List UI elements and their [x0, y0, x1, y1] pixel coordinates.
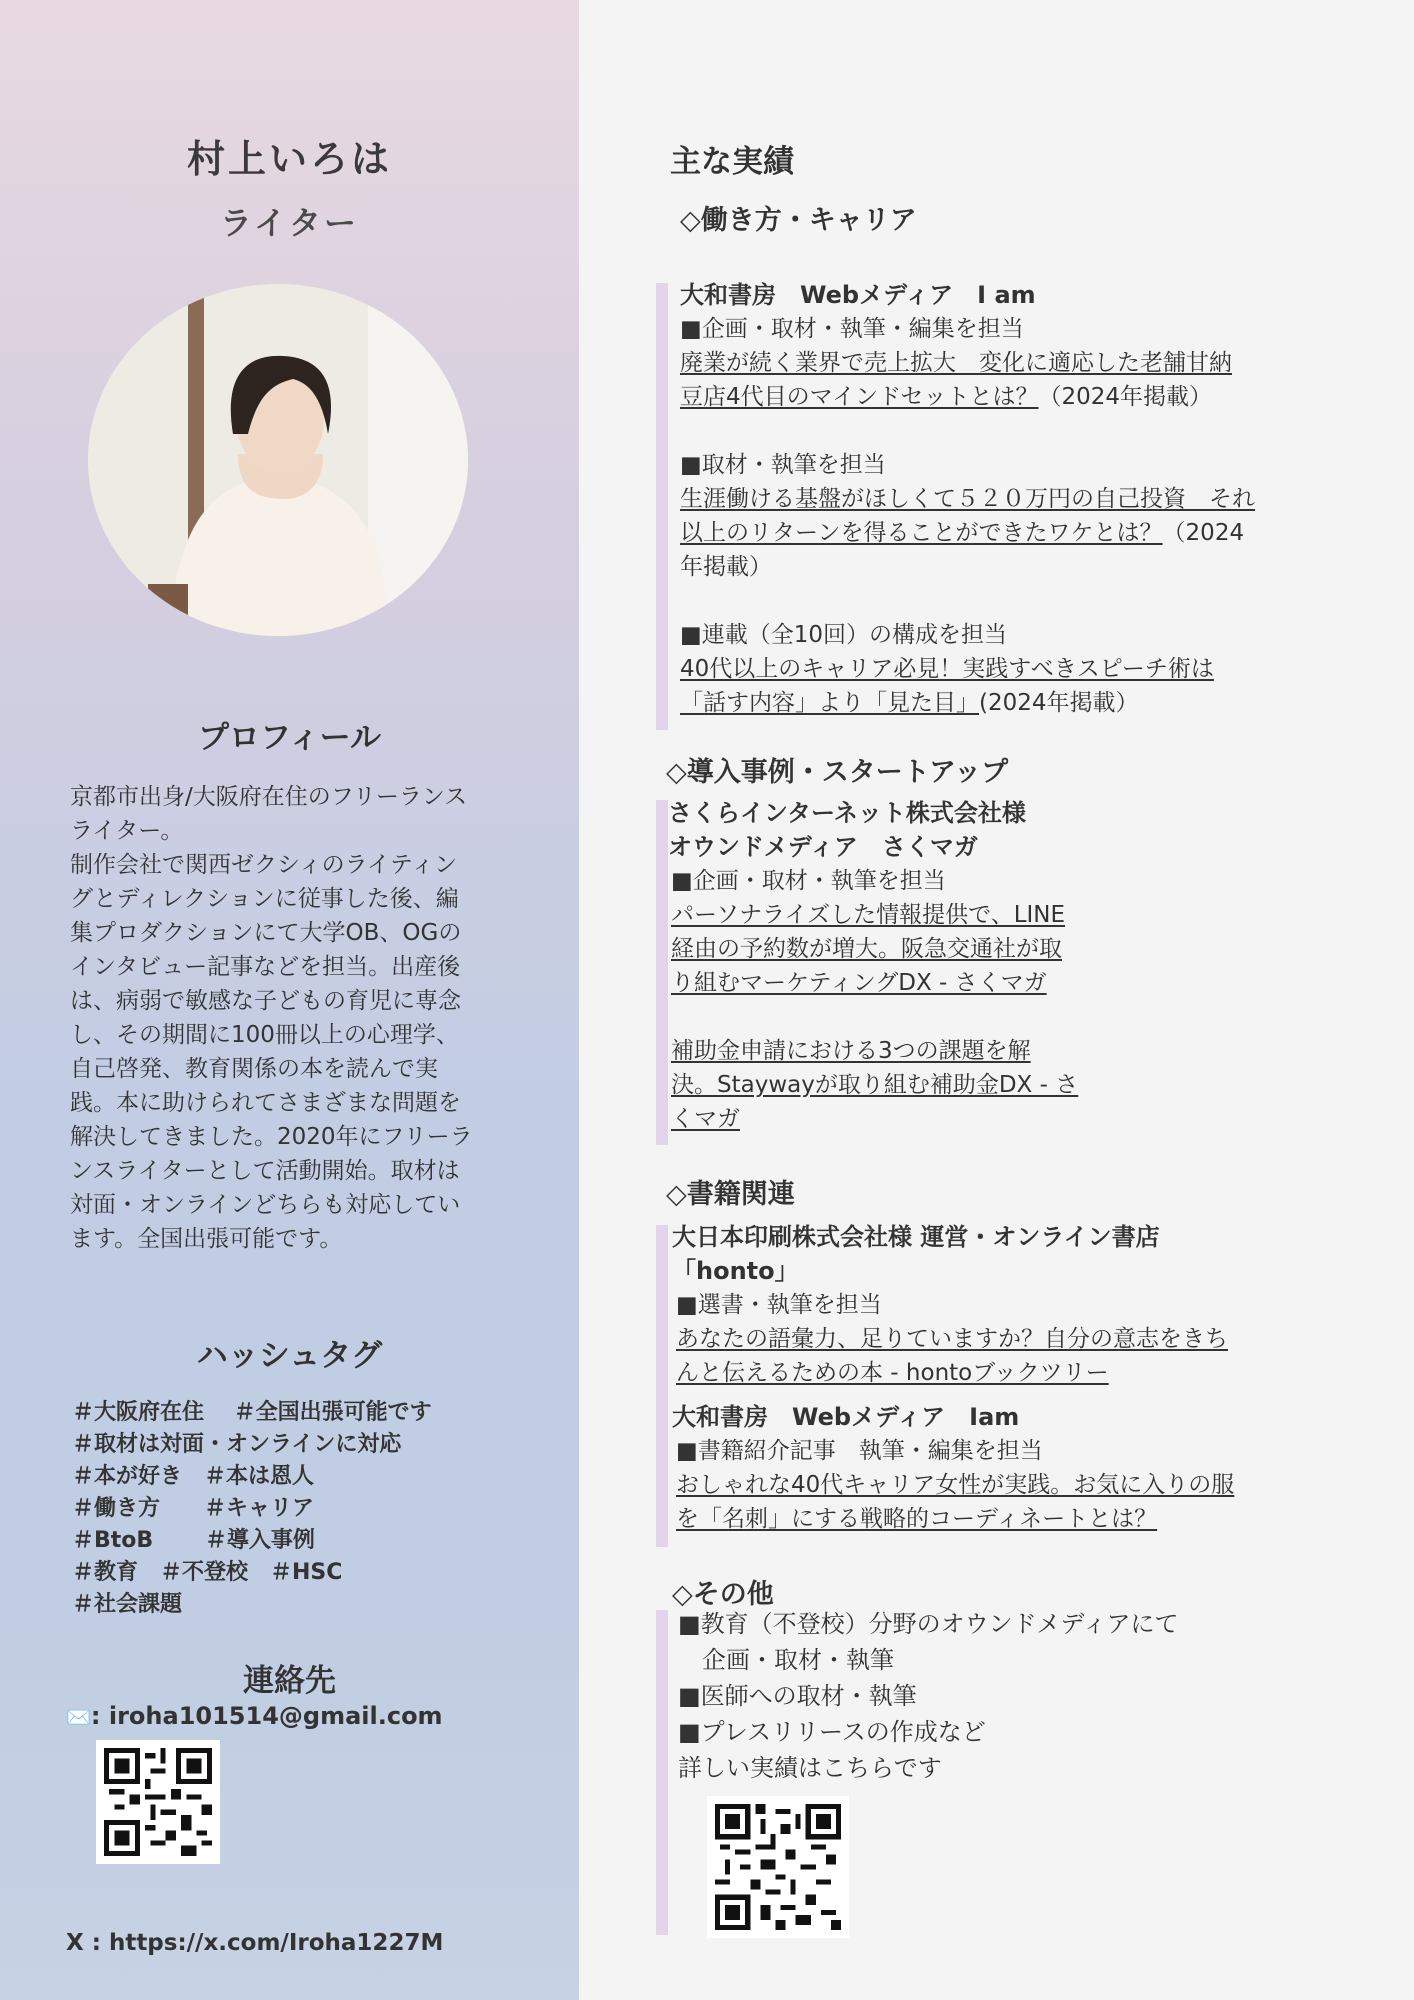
contact-qr-code[interactable]	[96, 1740, 220, 1864]
article-link-text[interactable]: パーソナライズした情報提供で、LINE	[671, 902, 1066, 928]
role-label: ■選書・執筆を担当	[676, 1292, 882, 1318]
publish-date: （2024年掲載）	[1038, 384, 1213, 410]
company-name: さくらインターネット株式会社様	[668, 799, 1026, 827]
store-name: 「honto」	[672, 1257, 799, 1285]
article-link-3[interactable]	[680, 652, 1300, 720]
company-name: 大日本印刷株式会社様 運営・オンライン書店	[672, 1223, 1160, 1251]
section-accent-bar	[656, 283, 668, 730]
media-name: 大和書房 Webメディア I am	[680, 281, 1036, 309]
portfolio-qr-code[interactable]	[707, 1796, 849, 1938]
article-link-text[interactable]: 生涯働ける基盤がほしくて５２０万円の自己投資 それ	[680, 486, 1255, 512]
media-name: オウンドメディア さくマガ	[668, 833, 978, 861]
profile-heading: プロフィール	[198, 720, 381, 756]
email-address[interactable]: : iroha101514@gmail.com	[90, 1702, 443, 1730]
section-other	[678, 1606, 1298, 1786]
role-label: ■取材・執筆を担当	[680, 452, 886, 478]
publish-date: (2024年掲載）	[979, 690, 1139, 716]
profile-text: 京都市出身/大阪府在住のフリーランス ライター。 制作会社で関西ゼクシィのライティン グとディレクションに従事した後、編 集プロダクションにて大学OB、OGの インタビュー記事などを担当。出産後 は、病弱で敏感な子どもの育児に専念 し、その期間に100冊以上の心理学、 自己啓発、教育関係の本を読んで実 践。本に助けられてさまざまな問題を 解決してきました。2020年にフリーラ ンスライターとして活動開始。取材は 対面・オンラインどちらも対応してい ます。全国出張可能です。	[70, 784, 473, 1252]
other-item: 企画・取材・執筆	[678, 1646, 894, 1674]
other-item: ■教育（不登校）分野のオウンドメディアにて	[678, 1610, 1179, 1638]
person-role: ライター	[219, 204, 360, 242]
other-item: ■プレスリリースの作成など	[678, 1718, 986, 1746]
article-link-text[interactable]: 「話す内容」より「見た目」	[680, 690, 979, 716]
person-name: 村上いろは	[186, 137, 392, 181]
article-link-5[interactable]	[671, 1034, 1288, 1136]
email-row[interactable]	[66, 1702, 443, 1730]
portrait-illustration	[88, 284, 468, 636]
article-link-2[interactable]	[680, 482, 1300, 584]
left-panel	[0, 0, 579, 2000]
section-accent-bar	[656, 800, 668, 1145]
article-link-text[interactable]: を「名刺」にする戦略的コーディネートとは？	[676, 1506, 1158, 1532]
section-work-career	[680, 278, 1300, 720]
article-link-text[interactable]: 40代以上のキャリア必見！実践すべきスピーチ術は	[680, 656, 1214, 682]
other-item: ■医師への取材・執筆	[678, 1682, 917, 1710]
role-label: ■連載（全10回）の構成を担当	[680, 622, 1007, 648]
article-link-text[interactable]: くマガ	[671, 1106, 740, 1132]
article-link-7[interactable]	[676, 1468, 1302, 1536]
section-accent-bar	[656, 1610, 668, 1935]
article-link-text[interactable]: 決。Staywayが取り組む補助金DX - さ	[671, 1072, 1079, 1098]
hashtag-list: ＃大阪府在住 ＃全国出張可能です ＃取材は対面・オンラインに対応 ＃本が好き ＃本は恩人 ＃働き方 ＃キャリア ＃BtoB ＃導入事例 ＃教育 ＃不登校 ＃HSC ＃社会課題	[72, 1400, 432, 1617]
qr-code-icon	[104, 1748, 212, 1856]
article-link-text[interactable]: 廃業が続く業界で売上拡大 変化に適応した老舗甘納	[680, 350, 1232, 376]
article-link-1[interactable]	[680, 346, 1300, 414]
article-link-text[interactable]: 経由の予約数が増大。阪急交通社が取	[671, 936, 1062, 962]
article-link-6[interactable]	[676, 1322, 1302, 1390]
details-note: 詳しい実績はこちらです	[678, 1754, 942, 1782]
achievements-heading: 主な実績	[670, 144, 794, 180]
article-link-text[interactable]: おしゃれな40代キャリア女性が実践。お気に入りの服	[676, 1472, 1235, 1498]
section-case-study-title: ◇導入事例・スタートアップ	[666, 757, 1009, 788]
article-link-text[interactable]: 以上のリターンを得ることができたワケとは？	[680, 520, 1163, 546]
role-label: ■企画・取材・執筆・編集を担当	[680, 316, 1024, 342]
article-link-text[interactable]: 補助金申請における3つの課題を解	[671, 1038, 1031, 1064]
contact-heading: 連絡先	[243, 1663, 336, 1699]
media-name: 大和書房 Webメディア Iam	[672, 1403, 1020, 1431]
article-link-text[interactable]: り組むマーケティングDX - さくマガ	[671, 970, 1047, 996]
section-case-study	[668, 796, 1288, 1136]
role-label: ■書籍紹介記事 執筆・編集を担当	[676, 1438, 1043, 1464]
publish-date: 年掲載）	[680, 554, 772, 580]
section-other-title: ◇その他	[672, 1579, 774, 1610]
section-accent-bar	[656, 1225, 668, 1547]
article-link-text[interactable]: あなたの語彙力、足りていますか？自分の意志をきち	[676, 1326, 1228, 1352]
role-label: ■企画・取材・執筆を担当	[671, 868, 946, 894]
hashtag-heading: ハッシュタグ	[196, 1338, 383, 1374]
article-link-4[interactable]	[671, 898, 1288, 1000]
profile-photo	[88, 284, 468, 636]
mail-icon: ✉️	[66, 1705, 91, 1729]
x-profile-link[interactable]: X : https://x.com/Iroha1227M	[66, 1930, 444, 1956]
qr-code-icon	[715, 1804, 841, 1930]
publish-date: （2024	[1162, 520, 1245, 546]
section-books	[672, 1220, 1302, 1536]
article-link-text[interactable]: 豆店4代目のマインドセットとは？	[680, 384, 1039, 410]
section-work-career-title: ◇働き方・キャリア	[680, 205, 917, 236]
article-link-text[interactable]: んと伝えるための本 - hontoブックツリー	[676, 1360, 1109, 1386]
section-books-title: ◇書籍関連	[666, 1179, 795, 1210]
